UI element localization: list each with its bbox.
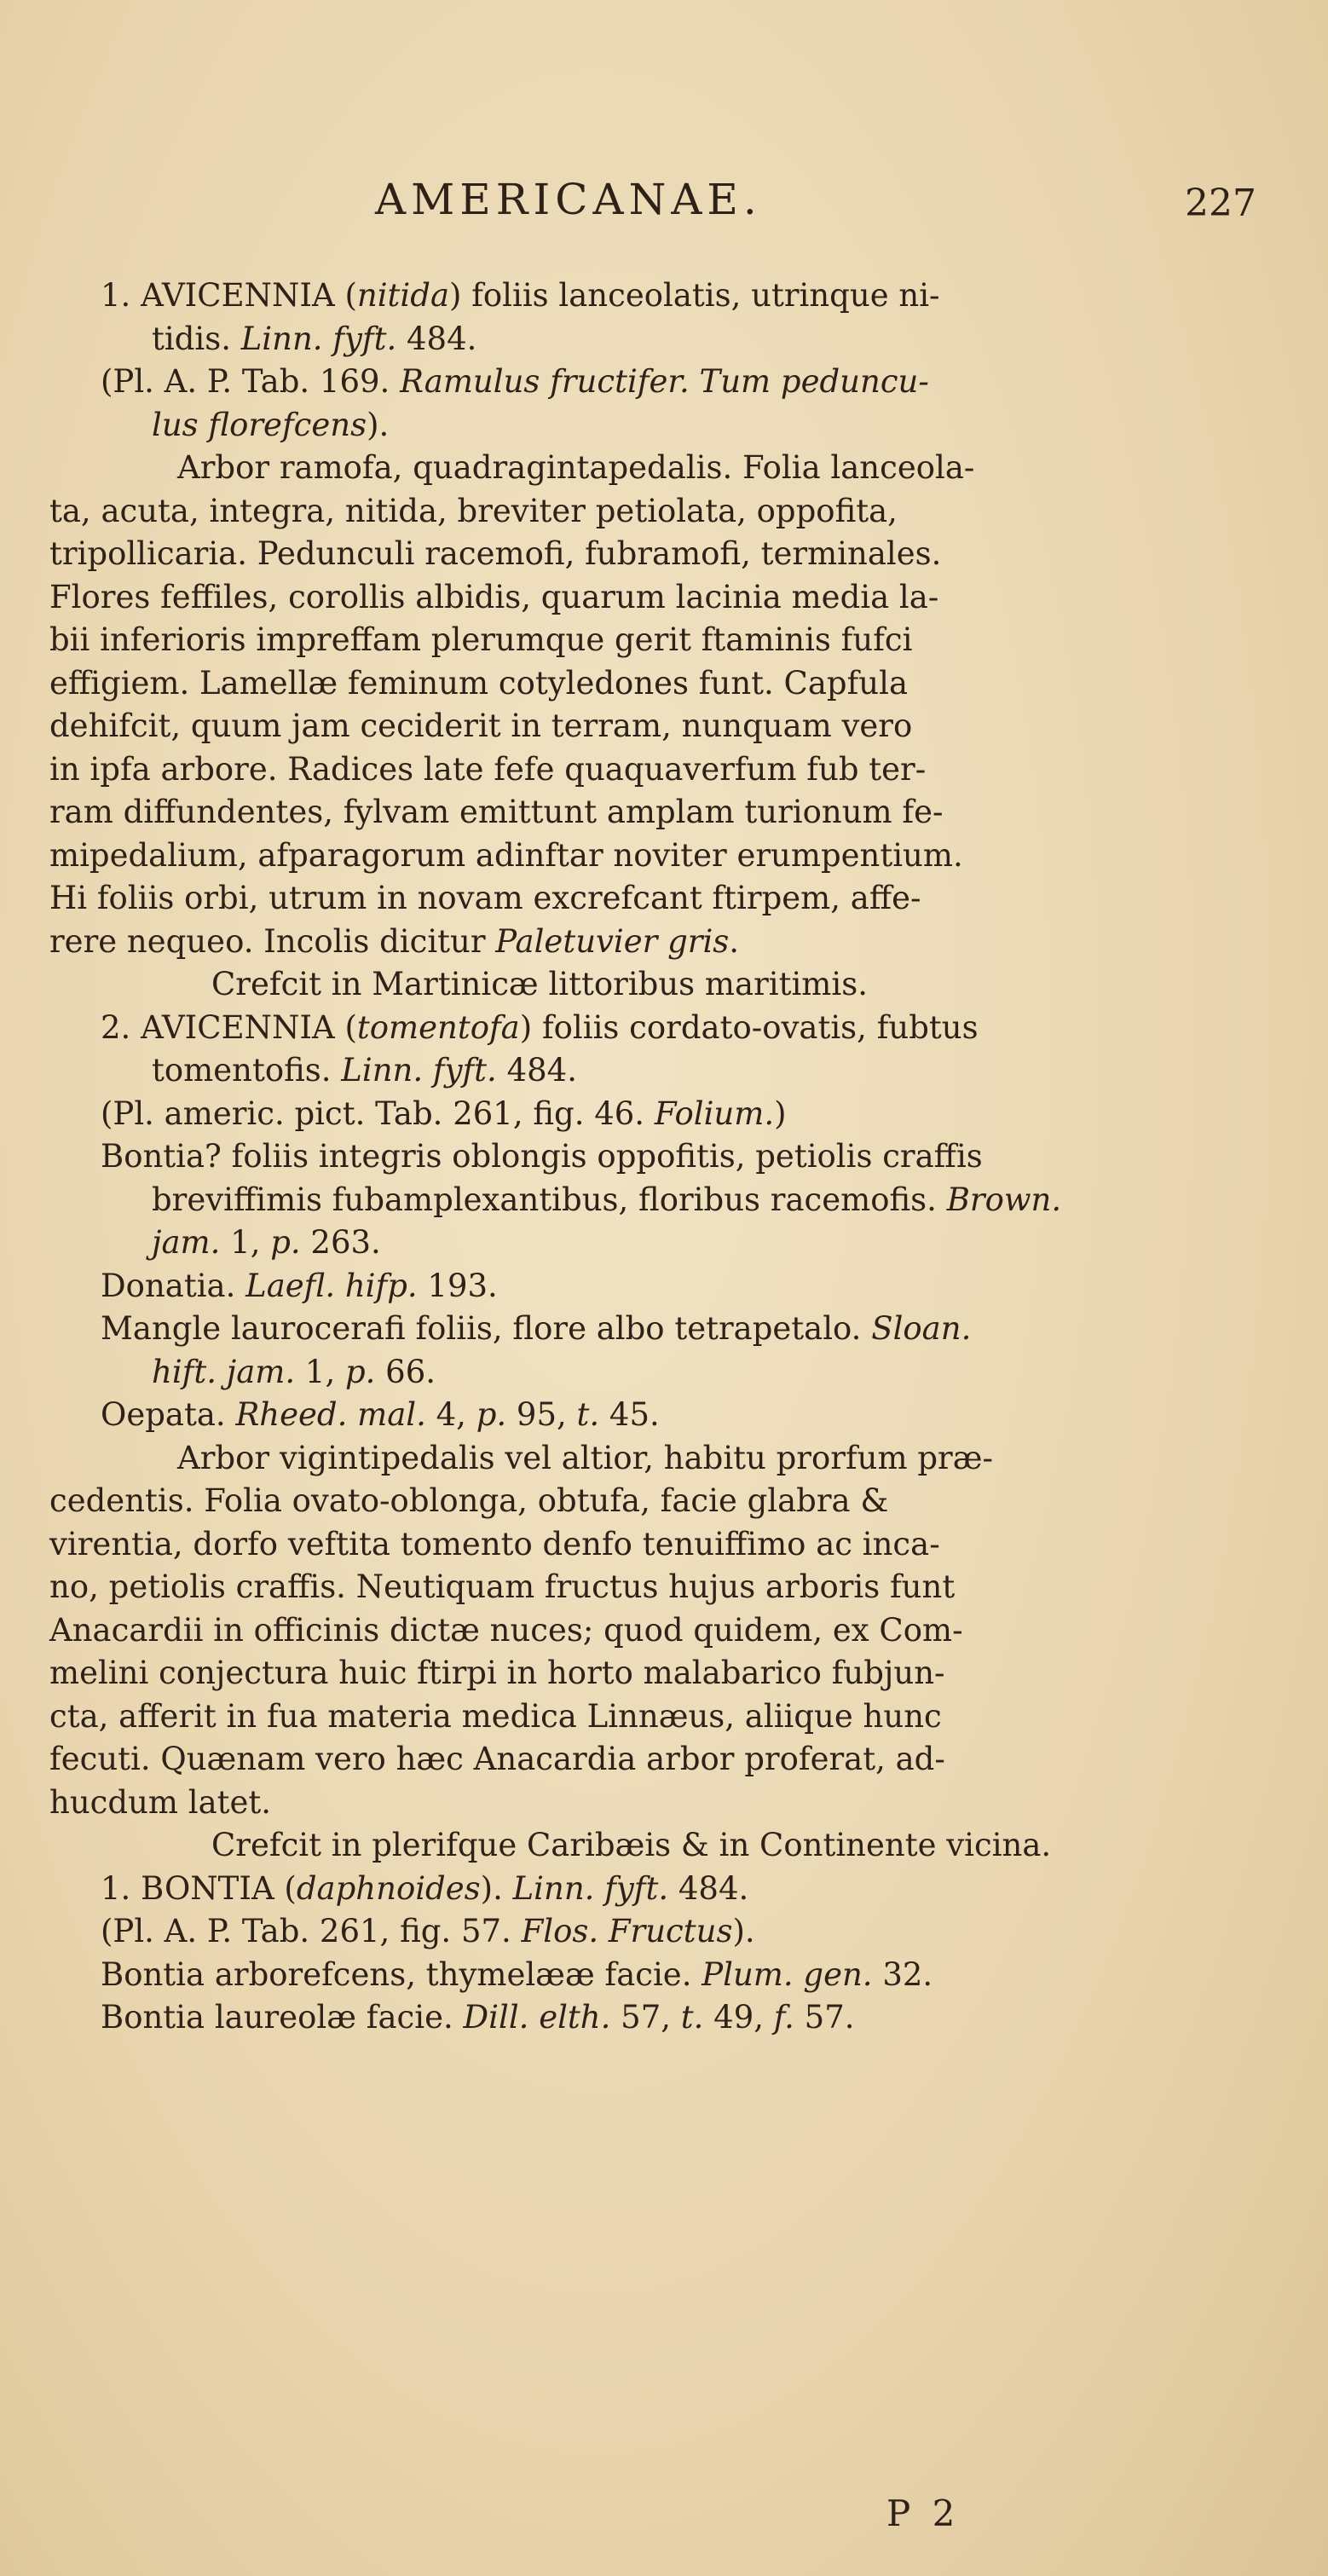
text-line: dehifcit, quum jam ceciderit in terram, nunquam vero [49, 708, 913, 744]
text-line: tripollicaria. Pedunculi racemofi, fubramofi, terminales. [49, 535, 942, 572]
body-text [49, 274, 1234, 2040]
text-line: hucdum latet. [49, 1783, 272, 1821]
text-line: Bontia? foliis integris oblongis oppofitis, petiolis craffis [101, 1138, 983, 1175]
text-line: Hi foliis orbi, utrum in novam excrefcant ftirpem, affe- [49, 880, 921, 916]
text-line: Oepata. Rheed. mal. 4, p. 95, t. 45. [101, 1396, 660, 1433]
page-header [0, 175, 1328, 243]
text-line: (Pl. A. P. Tab. 169. Ramulus fructifer. Tum peduncu- [101, 363, 929, 400]
text-line: virentia, dorfo veftita tomento denfo tenuiffimo ac inca- [49, 1525, 940, 1562]
text-line: Crefcit in plerifque Caribæis & in Continente vicina. [211, 1827, 1052, 1863]
text-line: lus florefcens). [152, 406, 390, 443]
text-line: melini conjectura huic ftirpi in horto malabarico fubjun- [49, 1655, 945, 1691]
text-line: ta, acuta, integra, nitida, breviter petiolata, oppofita, [49, 492, 898, 529]
text-line: Donatia. Laefl. hifp. 193. [101, 1267, 498, 1304]
text-line: (Pl. A. P. Tab. 261, fig. 57. Flos. Fructus). [101, 1913, 755, 1949]
text-line: Anacardii in officinis dictæ nuces; quod quidem, ex Com- [49, 1611, 963, 1649]
text-line: fecuti. Quænam vero hæc Anacardia arbor proferat, ad- [49, 1741, 945, 1777]
text-line: jam. 1, p. 263. [152, 1224, 381, 1261]
text-line: Bontia arborefcens, thymelææ facie. Plum. gen. 32. [101, 1955, 933, 1993]
text-line: Arbor ramofa, quadragintapedalis. Folia lanceola- [177, 449, 975, 486]
text-line: breviffimis fubamplexantibus, floribus racemofis. Brown. [152, 1181, 1062, 1218]
text-line: mipedalium, afparagorum adinftar noviter erumpentium. [49, 836, 963, 874]
text-line: 1. AVICENNIA (nitida) foliis lanceolatis, utrinque ni- [101, 277, 940, 314]
text-line: (Pl. americ. pict. Tab. 261, fig. 46. Folium.) [101, 1095, 787, 1132]
text-line: in ipfa arbore. Radices late fefe quaquaverfum fub ter- [49, 750, 927, 788]
text-line: cedentis. Folia ovato-oblonga, obtufa, facie glabra & [49, 1482, 889, 1519]
text-line: ram diffundentes, fylvam emittunt amplam turionum fe- [49, 794, 944, 830]
text-line: 2. AVICENNIA (tomentofa) foliis cordato-ovatis, fubtus [101, 1008, 979, 1046]
text-line: cta, afferit in fua materia medica Linnæus, aliique hunc [49, 1697, 942, 1735]
text-line: Bontia laureolæ facie. Dill. elth. 57, t. 49, f. 57. [101, 1999, 855, 2036]
text-line: rere nequeo. Incolis dicitur Paletuvier gris. [49, 922, 740, 960]
text-line: Mangle laurocerafi foliis, flore albo tetrapetalo. Sloan. [101, 1310, 972, 1347]
text-line: tomentofis. Linn. fyft. 484. [152, 1052, 577, 1089]
page-number: 227 [1185, 182, 1256, 225]
text-line: Arbor vigintipedalis vel altior, habitu prorfum præ- [177, 1439, 993, 1476]
signature-mark: P 2 [886, 2492, 961, 2534]
text-line: effigiem. Lamellæ feminum cotyledones funt. Capfula [49, 664, 909, 702]
text-line: tidis. Linn. fyft. 484. [152, 320, 477, 357]
text-line: 1. BONTIA (daphnoides). Linn. fyft. 484. [101, 1869, 749, 1907]
text-line: hift. jam. 1, p. 66. [152, 1353, 436, 1390]
text-line: bii inferioris impreffam plerumque gerit ftaminis fufci [49, 621, 913, 658]
text-line: no, petiolis craffis. Neutiquam fructus hujus arboris funt [49, 1568, 956, 1605]
text-line: Flores feffiles, corollis albidis, quarum lacinia media la- [49, 578, 939, 615]
text-line: Crefcit in Martinicæ littoribus maritimis. [211, 966, 868, 1002]
running-title: AMERICANAE. [375, 175, 762, 224]
